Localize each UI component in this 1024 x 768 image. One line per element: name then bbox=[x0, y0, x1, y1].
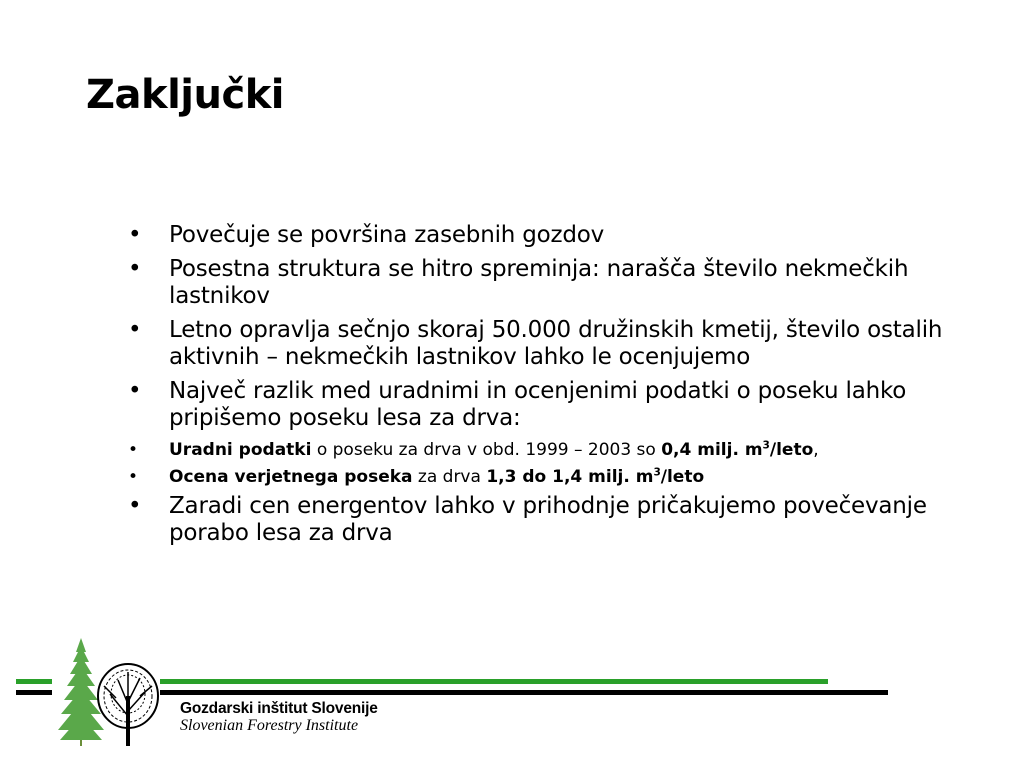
green-rule-left bbox=[16, 679, 52, 684]
bullet-text: Zaradi cen energentov lahko v prihodnje pričakujemo povečevanje porabo lesa za drva bbox=[169, 493, 927, 546]
institute-name-en: Slovenian Forestry Institute bbox=[180, 717, 359, 734]
bullet-dot: • bbox=[128, 440, 139, 460]
bullet-item bbox=[128, 378, 948, 432]
bullet-dot: • bbox=[128, 493, 142, 519]
black-rule-left bbox=[16, 690, 52, 695]
bullet-value: 0,4 milj. $m^3$/leto bbox=[661, 439, 814, 460]
conifer-tree-icon bbox=[58, 638, 104, 746]
bullet-dot: • bbox=[128, 467, 139, 487]
bullet-text: Posestna struktura se hitro spreminja: narašča število nekmečkih lastnikov bbox=[169, 256, 909, 309]
bullet-text: Povečuje se površina zasebnih gozdov bbox=[169, 222, 605, 248]
green-rule bbox=[160, 679, 828, 684]
bullet-mid: o poseku za drva v obd. 1999 – 2003 so bbox=[311, 440, 662, 460]
bullet-dot: • bbox=[128, 378, 142, 404]
bullet-item bbox=[128, 256, 948, 310]
institute-name: Gozdarski inštitut Slovenije bbox=[180, 700, 378, 717]
bullet-value: 1,3 do 1,4 milj. $m^3$/leto bbox=[486, 466, 705, 487]
bullet-list bbox=[128, 222, 948, 554]
bullet-item bbox=[128, 317, 948, 371]
deciduous-tree-icon bbox=[98, 664, 158, 746]
bullet-text: Največ razlik med uradnimi in ocenjenimi podatki o poseku lahko pripišemo poseku lesa za drva: bbox=[169, 378, 907, 431]
slide-title: Zaključki bbox=[86, 72, 285, 118]
institute-logo-icon bbox=[58, 636, 162, 748]
bullet-text: Letno opravlja sečnjo skoraj 50.000 družinskih kmetij, število ostalih aktivnih – nekmečkih lastnikov lahko le ocenjujemo bbox=[169, 317, 943, 370]
bullet-item bbox=[128, 222, 948, 249]
bullet-tail: , bbox=[813, 440, 819, 460]
bullet-dot: • bbox=[128, 222, 142, 248]
bullet-dot: • bbox=[128, 317, 142, 343]
bullet-item-official-data bbox=[128, 439, 948, 462]
bullet-lead: Uradni podatki bbox=[169, 440, 312, 460]
bullet-item bbox=[128, 493, 948, 547]
bullet-lead: Ocena verjetnega poseka bbox=[169, 467, 413, 487]
bullet-item-estimate bbox=[128, 466, 948, 489]
bullet-dot: • bbox=[128, 256, 142, 282]
bullet-mid: za drva bbox=[412, 467, 487, 487]
black-rule bbox=[160, 690, 888, 695]
